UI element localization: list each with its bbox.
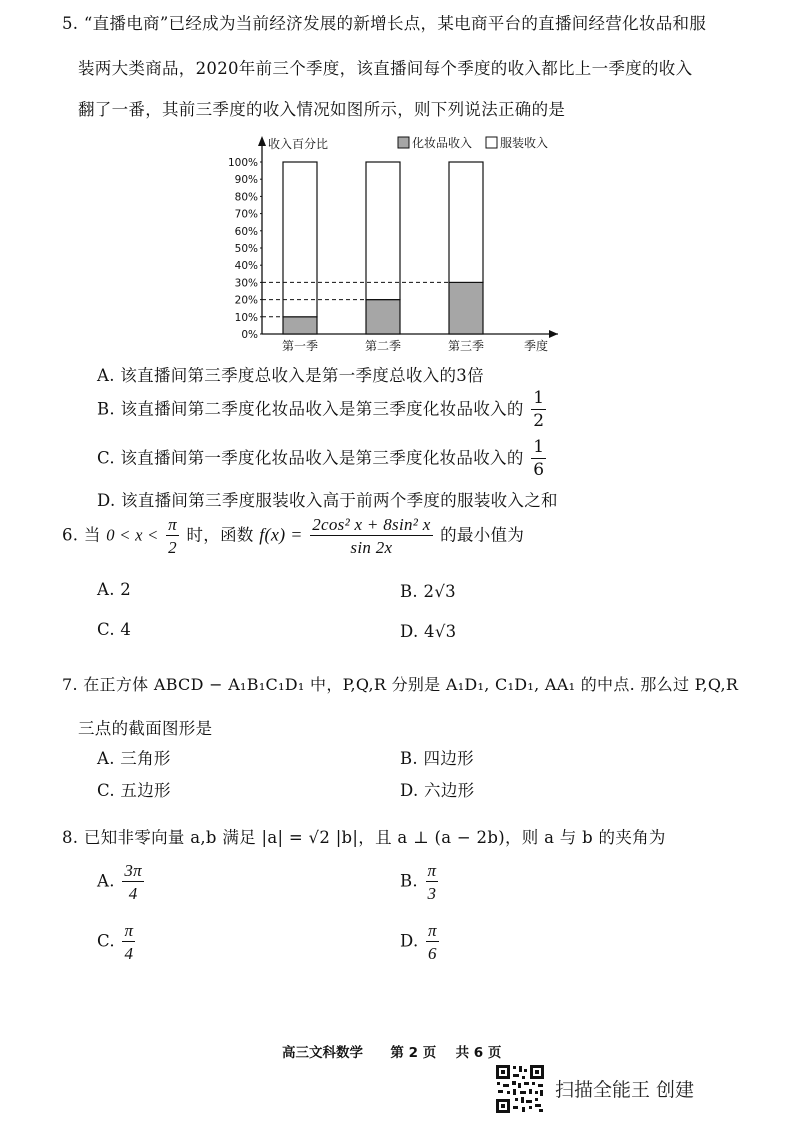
bar-segment — [366, 300, 400, 334]
q7-option-b: B. 四边形 — [400, 749, 474, 768]
q8-option-c-label: C. — [97, 931, 115, 951]
y-tick-label: 20% — [234, 294, 258, 307]
y-axis-arrow — [258, 136, 266, 146]
q6-option-d: D. 4√3 — [400, 622, 457, 641]
q5-option-a: A. 该直播间第三季度总收入是第一季度总收入的3倍 — [97, 366, 484, 385]
fraction-numerator: π — [168, 515, 177, 534]
q7-option-c: C. 五边形 — [97, 781, 171, 800]
q7-line2: 三点的截面图形是 — [78, 719, 213, 738]
q5-line1: 5. “直播电商”已经成为当前经济发展的新增长点，某电商平台的直播间经营化妆品和服 — [62, 14, 707, 33]
y-tick-label: 100% — [227, 157, 258, 169]
fraction-denominator: 2 — [533, 411, 545, 431]
y-tick-label: 10% — [234, 311, 258, 324]
q6-condition-fraction — [166, 516, 179, 556]
bar-segment — [283, 162, 317, 317]
fraction-numerator: π — [428, 921, 437, 940]
q5-option-c — [97, 439, 548, 479]
q8-option-c-fraction — [122, 922, 135, 962]
bar-segment — [449, 162, 483, 282]
scanner-watermark: 扫描全能王 创建 — [555, 1079, 695, 1101]
footer-total: 共 6 页 — [455, 1045, 502, 1061]
page-footer — [282, 1041, 501, 1061]
y-tick-label: 70% — [234, 208, 258, 221]
y-tick-label: 50% — [234, 243, 258, 255]
fraction-denominator: 3 — [427, 884, 437, 903]
fraction-numerator: 1 — [533, 437, 545, 457]
legend-swatch — [486, 137, 497, 148]
q8-option-a — [97, 862, 146, 902]
q5-option-b — [97, 390, 548, 430]
q8-line1: 8. 已知非零向量 a,b 满足 |a| = √2 |b|，且 a ⊥ (a − 2b)，则 a 与 b 的夹角为 — [62, 828, 666, 847]
fraction-denominator: sin 2x — [350, 538, 393, 557]
q6-prefix: 6. 当 — [62, 525, 101, 545]
q8-option-b-fraction — [426, 862, 439, 902]
q6-suffix: 的最小值为 — [440, 525, 525, 545]
q5-line2: 装两大类商品，2020年前三个季度，该直播间每个季度的收入都比上一季度的收入 — [78, 59, 693, 78]
fraction-denominator: 4 — [128, 884, 138, 903]
x-axis-arrow — [549, 330, 558, 338]
q5-option-b-fraction — [531, 390, 546, 430]
q6-condition: 0 < x < — [106, 525, 159, 545]
y-axis-label: 收入百分比 — [268, 137, 329, 151]
q8-option-a-label: A. — [97, 871, 115, 891]
x-category-label: 第三季 — [447, 339, 485, 353]
footer-subject: 高三文科数学 — [282, 1045, 363, 1061]
x-axis-label: 季度 — [523, 339, 548, 353]
fraction-numerator: π — [427, 861, 437, 880]
q7-option-a: A. 三角形 — [97, 749, 171, 768]
fraction-numerator: π — [124, 921, 134, 940]
q8-option-b-label: B. — [400, 871, 418, 891]
q6-option-a: A. 2 — [97, 580, 132, 599]
fraction-denominator: 4 — [124, 944, 134, 963]
legend-label: 服装收入 — [500, 136, 549, 150]
q7-line1: 7. 在正方体 ABCD − A₁B₁C₁D₁ 中，P,Q,R 分别是 A₁D₁, C₁D₁, AA₁ 的中点. 那么过 P,Q,R — [62, 675, 739, 694]
q5-option-b-text: B. 该直播间第二季度化妆品收入是第三季度化妆品收入的 — [97, 399, 524, 419]
q8-option-d-label: D. — [400, 931, 419, 951]
fraction-numerator: 2cos² x + 8sin² x — [312, 515, 431, 534]
q8-option-c — [97, 922, 137, 962]
x-category-label: 第一季 — [281, 339, 319, 353]
y-tick-label: 60% — [234, 225, 258, 238]
x-category-label: 第二季 — [364, 339, 402, 353]
y-tick-label: 80% — [234, 191, 258, 204]
q8-option-d — [400, 922, 441, 962]
fraction-numerator: 3π — [124, 861, 142, 880]
q8-option-d-fraction — [426, 922, 439, 962]
qr-code-icon — [495, 1064, 545, 1114]
q6-option-b: B. 2√3 — [400, 582, 456, 601]
q8-option-a-fraction — [122, 862, 144, 902]
q5-option-c-text: C. 该直播间第一季度化妆品收入是第三季度化妆品收入的 — [97, 448, 524, 468]
y-tick-label: 0% — [241, 329, 258, 341]
y-tick-label: 90% — [234, 174, 258, 187]
q5-line3: 翻了一番，其前三季度的收入情况如图所示，则下列说法正确的是 — [78, 100, 566, 119]
q6-option-c: C. 4 — [97, 620, 132, 639]
q5-option-d: D. 该直播间第三季度服装收入高于前两个季度的服装收入之和 — [97, 491, 558, 510]
bar-segment — [366, 162, 400, 300]
q5-bar-chart — [218, 128, 578, 358]
legend-label: 化妆品收入 — [412, 136, 473, 150]
q6-function: f(x) = — [259, 524, 303, 545]
q7-option-d: D. 六边形 — [400, 781, 475, 800]
q5-option-c-fraction — [531, 439, 546, 479]
fraction-denominator: 6 — [428, 944, 437, 963]
y-tick-label: 40% — [234, 260, 258, 273]
bar-segment — [283, 317, 317, 334]
q6-mid: 时，函数 — [186, 525, 254, 545]
q6-stem — [62, 516, 524, 556]
legend-swatch — [398, 137, 409, 148]
footer-page: 第 2 页 — [390, 1045, 437, 1061]
fraction-numerator: 1 — [533, 388, 545, 408]
y-tick-label: 30% — [234, 277, 258, 290]
q6-function-fraction — [310, 516, 432, 556]
q8-option-b — [400, 862, 440, 902]
fraction-denominator: 2 — [168, 538, 177, 557]
fraction-denominator: 6 — [533, 460, 545, 480]
bar-segment — [449, 282, 483, 334]
